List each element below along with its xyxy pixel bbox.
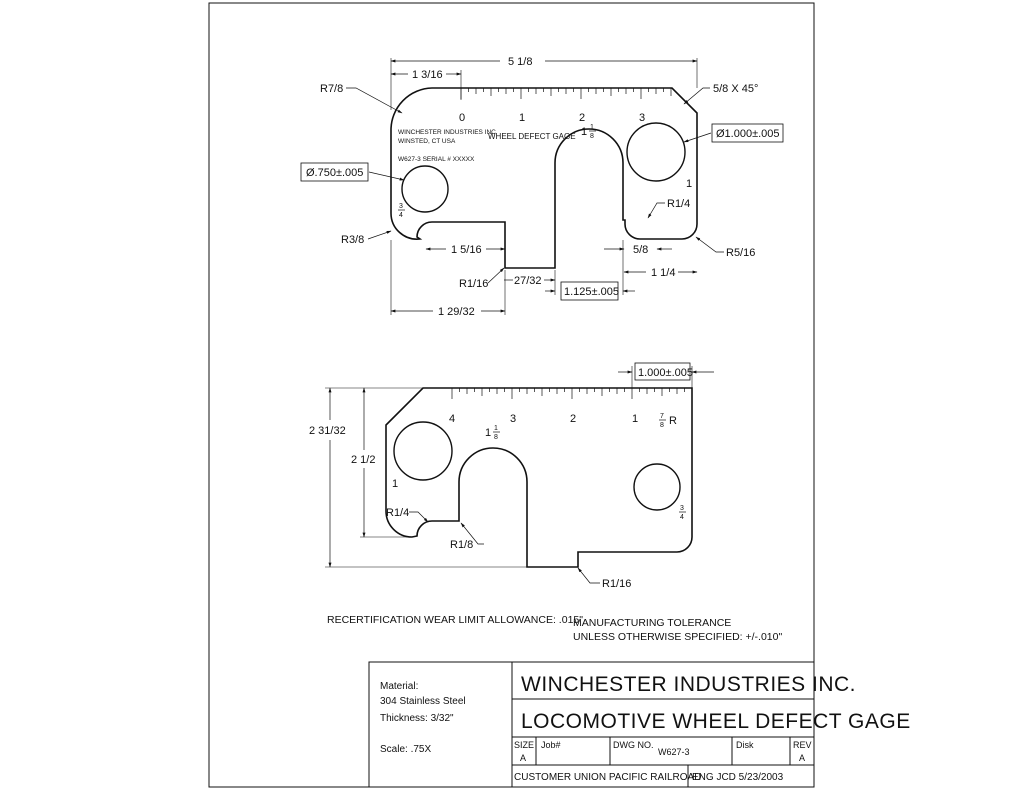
bottom-frac-num: 3 — [680, 505, 684, 512]
leader — [346, 88, 402, 113]
dim-step-right: 5/8 — [633, 244, 649, 256]
top-side-mark: 1 — [686, 178, 693, 190]
bottom-side-mark: 1 — [392, 478, 399, 490]
dim-right-step: 1 1/4 — [651, 267, 676, 279]
bottom-scale-label-4: 4 — [449, 413, 456, 425]
engraved-serial: W627-3 SERIAL # XXXXX — [398, 156, 475, 163]
note-tolerance-line1: MANUFACTURING TOLERANCE — [573, 617, 732, 629]
bottom-small-hole — [634, 464, 680, 510]
bottom-r-mark-suffix: R — [669, 415, 677, 427]
tb-dwg-label: DWG NO. — [613, 740, 654, 750]
bottom-scale-label-2: 2 — [570, 413, 577, 425]
dim-slot-width: 1.125±.005 — [564, 286, 619, 298]
tb-size-value: A — [520, 753, 527, 763]
title-block — [369, 662, 911, 787]
leader — [578, 568, 600, 583]
leader — [409, 512, 428, 522]
top-slot-mark-num: 1 — [590, 124, 594, 131]
top-gage-outline — [391, 88, 697, 268]
dim-large-hole: Ø1.000±.005 — [716, 128, 780, 140]
tb-size-label: SIZE — [514, 740, 535, 750]
tb-scale: Scale: .75X — [380, 744, 432, 755]
bottom-r-mark-den: 8 — [660, 422, 664, 429]
dim-bottom-r-sixteenth: R1/16 — [602, 578, 632, 590]
tb-thickness: Thickness: 3/32" — [380, 713, 454, 724]
tb-disk-label: Disk — [736, 740, 754, 750]
top-slot-mark-whole: 1 — [581, 126, 588, 138]
top-scale — [461, 88, 671, 99]
bottom-r-mark-num: 7 — [660, 413, 664, 420]
engraved-company: WINCHESTER INDUSTRIES INC — [398, 129, 496, 136]
dim-r-sixteenth: R1/16 — [459, 278, 489, 290]
leader — [368, 231, 391, 239]
top-small-hole — [402, 166, 448, 212]
top-scale-label-0: 0 — [459, 112, 466, 124]
dim-overall-width: 5 1/8 — [508, 56, 533, 68]
top-slot-mark-den: 8 — [590, 133, 594, 140]
dim-overall-height: 2 31/32 — [309, 425, 346, 437]
dim-bottom-r-eighth: R1/8 — [450, 539, 474, 551]
leader — [488, 268, 504, 283]
top-scale-label-3: 3 — [639, 112, 646, 124]
leader — [369, 172, 404, 180]
note-recertification: RECERTIFICATION WEAR LIMIT ALLOWANCE: .015" — [327, 614, 583, 626]
bottom-view — [309, 363, 714, 590]
top-view — [301, 56, 783, 318]
leader — [648, 203, 665, 218]
tb-rev-label: REV — [793, 740, 812, 750]
top-frac-den: 4 — [399, 212, 403, 219]
tb-job-label: Job# — [541, 740, 561, 750]
top-scale-label-2: 2 — [579, 112, 586, 124]
bottom-large-hole — [394, 422, 452, 480]
bottom-scale-label-1: 1 — [632, 413, 639, 425]
tb-material-value: 304 Stainless Steel — [380, 696, 466, 707]
tb-customer: CUSTOMER UNION PACIFIC RAILROAD — [514, 772, 702, 783]
bottom-frac-den: 4 — [680, 514, 684, 521]
tb-eng: ENG JCD 5/23/2003 — [692, 772, 784, 783]
engraved-location: WINSTED, CT USA — [398, 138, 456, 145]
note-tolerance-line2: UNLESS OTHERWISE SPECIFIED: +/-.010" — [573, 631, 783, 643]
dim-step-left: 1 5/16 — [451, 244, 482, 256]
dim-tab-width: 1.000±.005 — [638, 367, 693, 379]
dim-chamfer: 5/8 X 45° — [713, 83, 759, 95]
dim-r-seven-eighths: R7/8 — [320, 83, 344, 95]
tb-company: WINCHESTER INDUSTRIES INC. — [521, 673, 857, 696]
dim-inner-height: 2 1/2 — [351, 454, 376, 466]
dim-r-three-eighths: R3/8 — [341, 234, 365, 246]
engraved-gage-name: WHEEL DEFECT GAGE — [488, 132, 576, 141]
top-scale-label-1: 1 — [519, 112, 526, 124]
dim-r-five-sixteenths: R5/16 — [726, 247, 756, 259]
bottom-slot-mark-num: 1 — [494, 425, 498, 432]
dim-r-quarter: R1/4 — [667, 198, 691, 210]
top-frac-num: 3 — [399, 203, 403, 210]
dim-slot-offset: 27/32 — [514, 275, 542, 287]
tb-dwg-value: W627-3 — [658, 747, 690, 757]
dim-bottom-r-quarter: R1/4 — [386, 507, 410, 519]
bottom-scale-label-3: 3 — [510, 413, 517, 425]
top-large-hole — [627, 123, 685, 181]
tb-material-label: Material: — [380, 681, 419, 692]
bottom-gage-outline — [386, 388, 692, 567]
leader — [684, 88, 710, 104]
leader — [696, 237, 724, 252]
dim-small-hole: Ø.750±.005 — [306, 167, 364, 179]
dim-bottom-left: 1 29/32 — [438, 306, 475, 318]
bottom-slot-mark-den: 8 — [494, 434, 498, 441]
bottom-scale — [452, 388, 685, 399]
tb-title: LOCOMOTIVE WHEEL DEFECT GAGE — [521, 710, 911, 733]
tb-rev-value: A — [799, 753, 806, 763]
dim-left-offset: 1 3/16 — [412, 69, 443, 81]
bottom-slot-mark-whole: 1 — [485, 427, 492, 439]
